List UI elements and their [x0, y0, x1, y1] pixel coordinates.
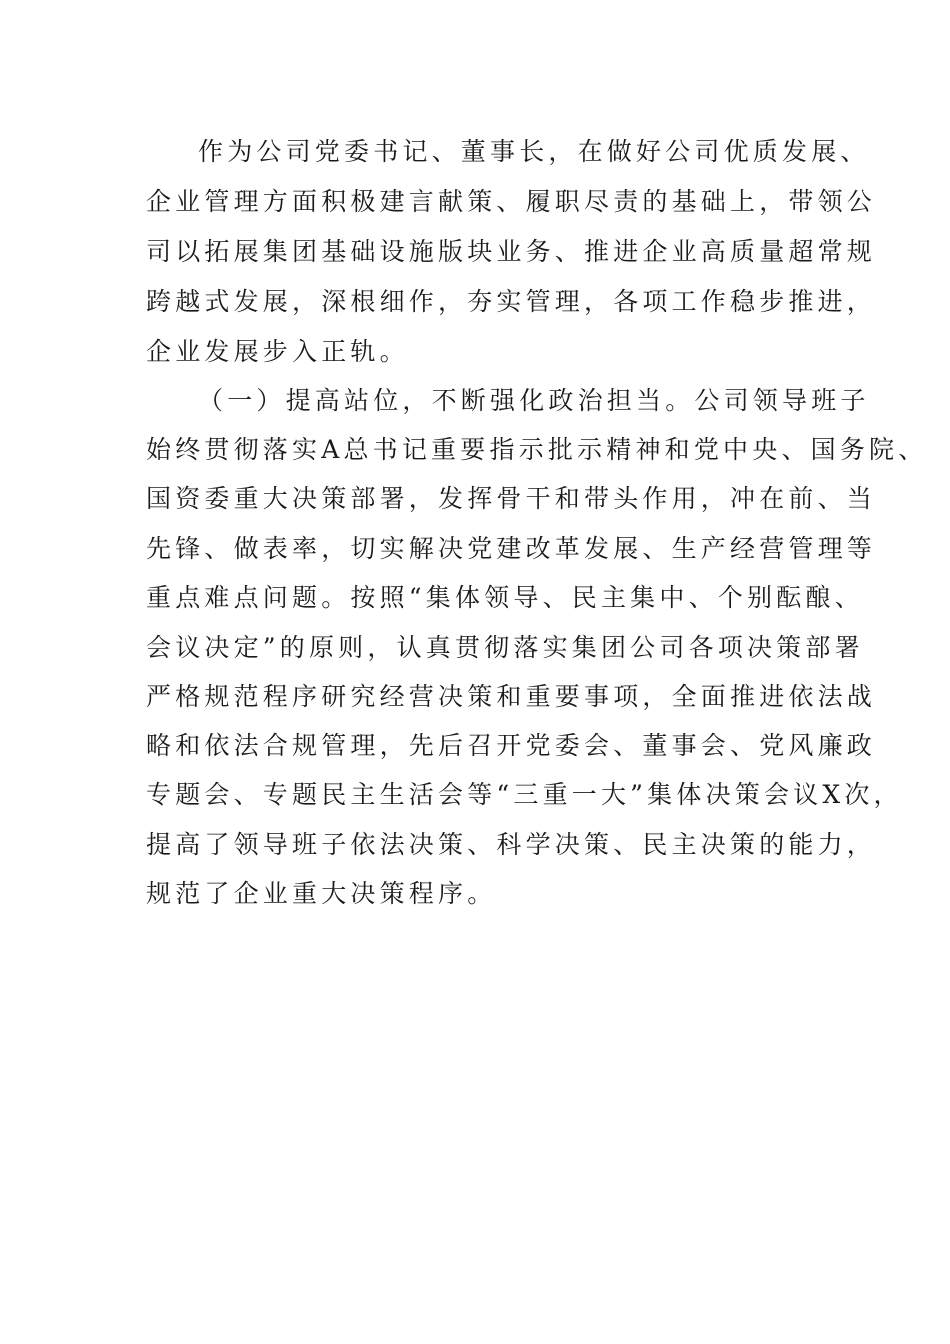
paragraph-2-line-5: 重点难点问题。按照“集体领导、民主集中、个别酝酿、 [146, 583, 864, 612]
paragraph-2-line-9: 专题会、专题民主生活会等“三重一大”集体决策会议X次， [146, 780, 903, 809]
paragraph-2-line-2: 始终贯彻落实A总书记重要指示批示精神和党中央、国务院、 [146, 435, 928, 464]
paragraph-1-line-1: 作为公司党委书记、董事长，在做好公司优质发展、 [198, 137, 870, 166]
paragraph-2-line-1: （一）提高站位，不断强化政治担当。公司领导班子 [198, 386, 870, 415]
paragraph-2-line-3: 国资委重大决策部署，发挥骨干和带头作用，冲在前、当 [146, 484, 877, 513]
paragraph-1-line-5: 企业发展步入正轨。 [146, 337, 409, 366]
paragraph-2-line-4: 先锋、做表率，切实解决党建改革发展、生产经营管理等 [146, 534, 877, 563]
paragraph-2-line-6: 会议决定”的原则，认真贯彻落实集团公司各项决策部署 [146, 633, 864, 662]
paragraph-1-line-3: 司以拓展集团基础设施版块业务、推进企业高质量超常规 [146, 237, 877, 266]
paragraph-1-line-2: 企业管理方面积极建言献策、履职尽责的基础上，带领公 [146, 187, 877, 216]
paragraph-2-line-8: 略和依法合规管理，先后召开党委会、董事会、党风廉政 [146, 731, 877, 760]
paragraph-2-line-7: 严格规范程序研究经营决策和重要事项，全面推进依法战 [146, 682, 877, 711]
paragraph-2-line-11: 规范了企业重大决策程序。 [146, 879, 497, 908]
paragraph-1-line-4: 跨越式发展，深根细作，夯实管理，各项工作稳步推进， [146, 287, 877, 316]
paragraph-2-line-10: 提高了领导班子依法决策、科学决策、民主决策的能力， [146, 830, 877, 859]
